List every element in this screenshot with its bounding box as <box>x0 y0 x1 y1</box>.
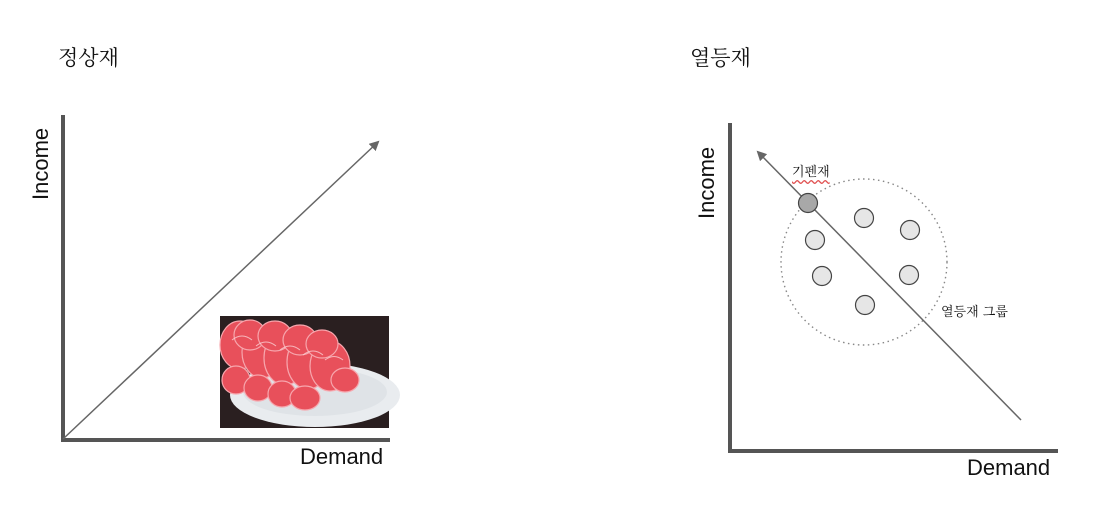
sliced-meat-photo <box>220 316 400 428</box>
left-x-axis-label: Demand <box>300 444 384 469</box>
inferior-good-point <box>901 221 920 240</box>
inferior-goods-title: 열등재 <box>690 46 751 70</box>
inferior-good-demand-line <box>758 152 1021 420</box>
giffen-good-label: 기펜재 <box>792 165 830 180</box>
left-y-axis-label: Income <box>28 127 53 200</box>
inferior-group-label: 열등재 그룹 <box>941 305 1008 320</box>
giffen-good-point <box>799 194 818 213</box>
inferior-good-point <box>856 296 875 315</box>
normal-goods-title: 정상재 <box>58 46 119 70</box>
inferior-good-point <box>900 266 919 285</box>
right-y-axis-label: Income <box>694 146 719 219</box>
inferior-good-point <box>813 267 832 286</box>
inferior-good-point <box>855 209 874 228</box>
right-x-axis-label: Demand <box>967 455 1051 480</box>
inferior-good-point <box>806 231 825 250</box>
